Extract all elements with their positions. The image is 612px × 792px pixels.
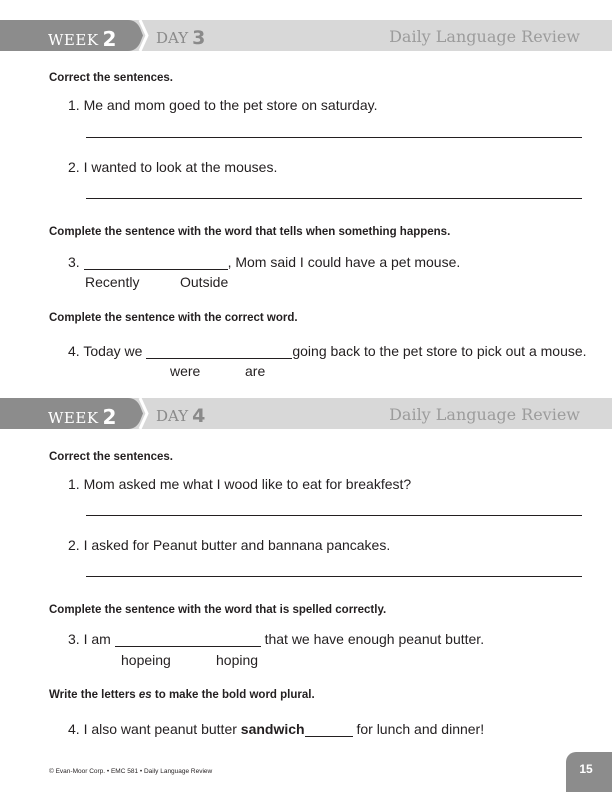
copyright-footer: © Evan-Moor Corp. • EMC 581 • Daily Language Review [49,768,213,775]
instruction-correct: Correct the sentences. [49,72,173,84]
option-are[interactable]: are [245,363,266,379]
question-4: 4. Today we going back to the pet store to pick out a mouse. [68,343,587,359]
page-number: 15 [579,762,593,776]
answer-line-1[interactable] [86,137,582,138]
day-label: DAY 4 [156,405,206,427]
review-title: Daily Language Review [389,405,580,424]
es-letters: es [138,689,152,701]
day4-banner [0,398,612,429]
day3-banner [0,20,612,51]
review-title: Daily Language Review [389,27,580,46]
fill-blank[interactable] [84,255,228,270]
option-recently[interactable]: Recently [85,274,140,290]
option-were[interactable]: were [170,363,201,379]
day-label: DAY 3 [156,27,206,49]
question-2: 2. I wanted to look at the mouses. [68,159,278,175]
option-outside[interactable]: Outside [180,274,229,290]
answer-line-2[interactable] [86,198,582,199]
instruction-when: Complete the sentence with the word that tells when something happens. [49,226,451,238]
option-hoping[interactable]: hoping [216,652,259,668]
instruction-correct: Correct the sentences. [49,451,173,463]
week-number: 2 [102,405,117,429]
question-2: 2. I asked for Peanut butter and bannana pancakes. [68,537,391,553]
instruction-spelled: Complete the sentence with the word that is spelled correctly. [49,604,387,616]
day-number: 4 [192,405,206,427]
question-3: 3. I am that we have enough peanut butter. [68,631,485,647]
answer-line-1[interactable] [86,515,582,516]
question-4: 4. I also want peanut butter sandwich for lunch and dinner! [68,721,485,737]
week-number: 2 [102,27,117,51]
day-number: 3 [192,27,206,49]
fill-blank[interactable] [115,632,261,647]
fill-blank[interactable] [146,344,292,359]
question-1: 1. Me and mom goed to the pet store on saturday. [68,97,378,113]
bold-word: sandwich [240,721,305,737]
fill-blank[interactable] [305,722,353,737]
instruction-plural: Write the letters es to make the bold word plural. [49,689,315,701]
question-3: 3. , Mom said I could have a pet mouse. [68,254,461,270]
option-hopeing[interactable]: hopeing [121,652,171,668]
week-label: WEEK 2 [48,405,117,429]
week-label: WEEK 2 [48,27,117,51]
answer-line-2[interactable] [86,576,582,577]
page-number-tab [566,752,612,792]
instruction-correct-word: Complete the sentence with the correct word. [49,312,298,324]
question-1: 1. Mom asked me what I wood like to eat for breakfest? [68,476,412,492]
